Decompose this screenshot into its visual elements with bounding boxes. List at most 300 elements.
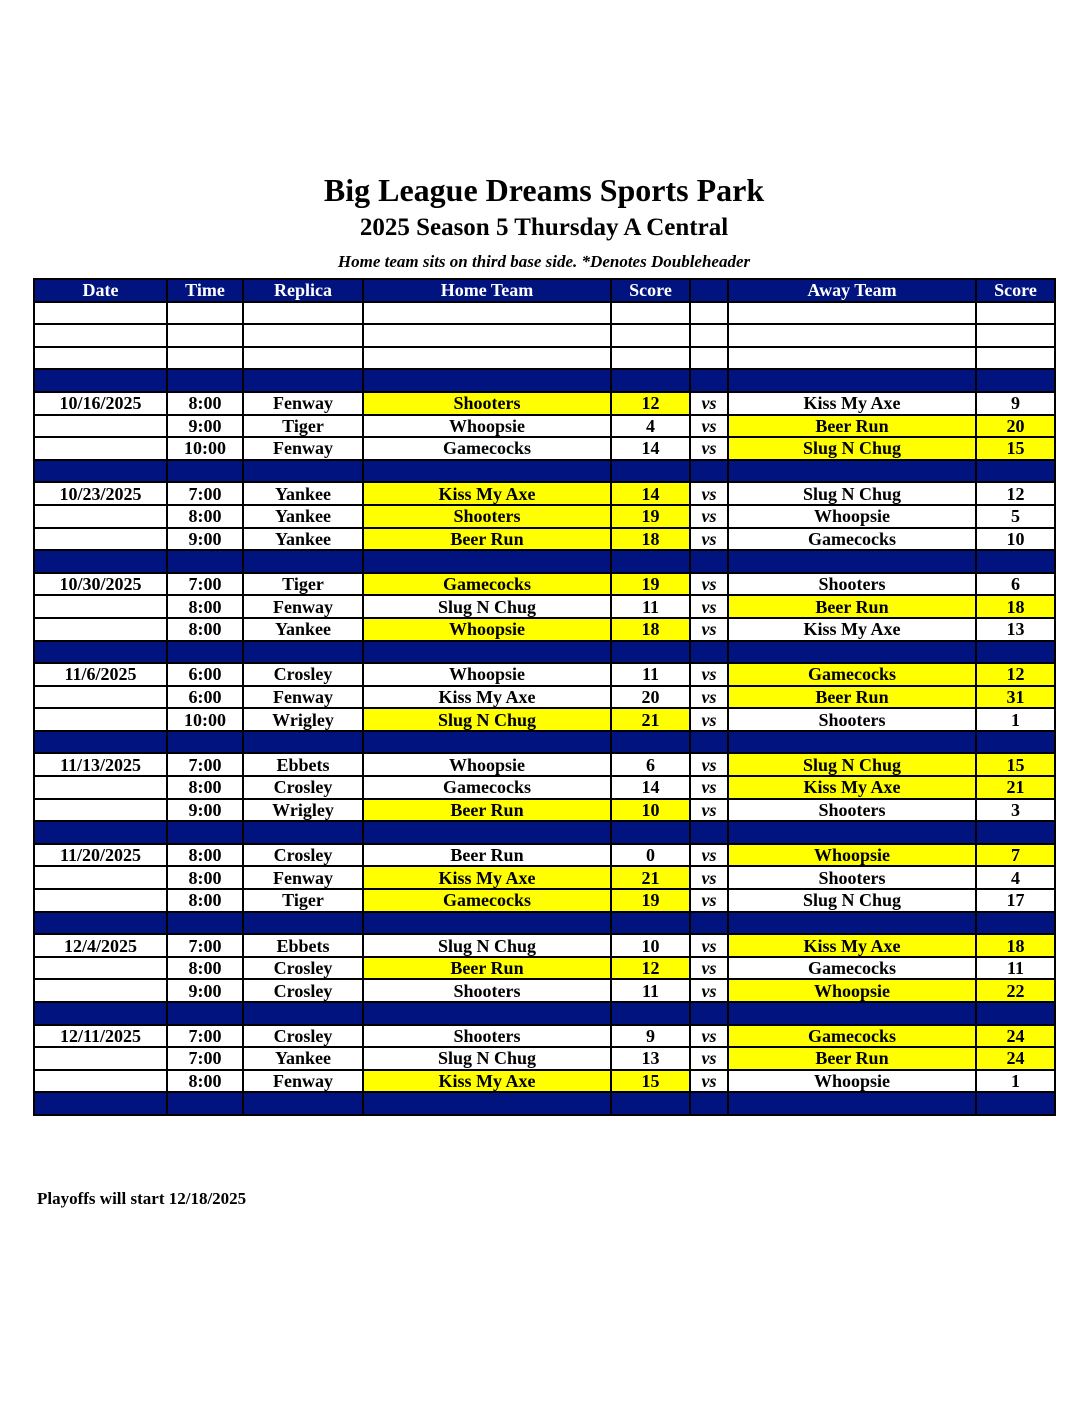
table-row xyxy=(34,957,1055,980)
table-row xyxy=(34,618,1055,641)
away-team-cell: Shooters xyxy=(728,866,976,889)
away-team-cell xyxy=(728,1092,976,1115)
date-cell xyxy=(34,821,167,844)
home-team-cell: Beer Run xyxy=(363,844,611,867)
away-score-cell: 15 xyxy=(976,753,1055,776)
away-score-cell: 18 xyxy=(976,595,1055,618)
replica-cell xyxy=(243,347,363,370)
away-team-cell: Gamecocks xyxy=(728,1025,976,1048)
home-team-cell: Shooters xyxy=(363,505,611,528)
replica-cell: Crosley xyxy=(243,663,363,686)
time-cell: 9:00 xyxy=(167,799,243,822)
vs-cell: vs xyxy=(690,1070,728,1093)
away-score-cell: 3 xyxy=(976,799,1055,822)
date-cell xyxy=(34,889,167,912)
replica-cell xyxy=(243,460,363,483)
table-row xyxy=(34,482,1055,505)
table-row xyxy=(34,799,1055,822)
replica-cell: Wrigley xyxy=(243,708,363,731)
away-score-cell: 1 xyxy=(976,708,1055,731)
home-team-cell: Beer Run xyxy=(363,528,611,551)
table-row xyxy=(34,595,1055,618)
home-team-cell: Gamecocks xyxy=(363,573,611,596)
vs-cell xyxy=(690,1002,728,1025)
separator-row xyxy=(34,821,1055,844)
date-cell xyxy=(34,595,167,618)
home-team-cell: Beer Run xyxy=(363,957,611,980)
time-cell xyxy=(167,302,243,325)
time-cell xyxy=(167,1092,243,1115)
away-team-cell xyxy=(728,1002,976,1025)
away-score-cell: 1 xyxy=(976,1070,1055,1093)
away-team-cell: Whoopsie xyxy=(728,844,976,867)
vs-cell: vs xyxy=(690,957,728,980)
date-cell xyxy=(34,641,167,664)
away-score-cell xyxy=(976,347,1055,370)
date-cell: 10/16/2025 xyxy=(34,392,167,415)
home-team-cell: Whoopsie xyxy=(363,753,611,776)
date-cell xyxy=(34,618,167,641)
vs-cell xyxy=(690,369,728,392)
home-score-cell: 11 xyxy=(611,979,690,1002)
replica-cell xyxy=(243,1092,363,1115)
home-team-cell: Shooters xyxy=(363,392,611,415)
time-cell xyxy=(167,347,243,370)
home-score-cell xyxy=(611,1002,690,1025)
time-cell: 9:00 xyxy=(167,528,243,551)
home-team-cell xyxy=(363,731,611,754)
away-team-cell: Beer Run xyxy=(728,686,976,709)
time-cell: 8:00 xyxy=(167,392,243,415)
home-score-cell xyxy=(611,369,690,392)
date-cell: 12/4/2025 xyxy=(34,934,167,957)
time-cell: 10:00 xyxy=(167,437,243,460)
away-score-cell: 21 xyxy=(976,776,1055,799)
home-team-cell xyxy=(363,347,611,370)
home-score-cell: 21 xyxy=(611,866,690,889)
home-score-cell xyxy=(611,460,690,483)
date-cell xyxy=(34,912,167,935)
vs-cell: vs xyxy=(690,708,728,731)
col-header-vs xyxy=(690,279,728,302)
away-score-cell: 12 xyxy=(976,482,1055,505)
replica-cell: Crosley xyxy=(243,1025,363,1048)
time-cell: 10:00 xyxy=(167,708,243,731)
away-team-cell xyxy=(728,347,976,370)
table-row xyxy=(34,663,1055,686)
table-row xyxy=(34,1047,1055,1070)
home-score-cell: 14 xyxy=(611,437,690,460)
date-cell xyxy=(34,731,167,754)
replica-cell xyxy=(243,641,363,664)
time-cell: 8:00 xyxy=(167,866,243,889)
away-team-cell: Slug N Chug xyxy=(728,889,976,912)
home-score-cell: 18 xyxy=(611,618,690,641)
home-team-cell xyxy=(363,1002,611,1025)
home-team-cell xyxy=(363,550,611,573)
time-cell xyxy=(167,1002,243,1025)
table-row xyxy=(34,979,1055,1002)
vs-cell: vs xyxy=(690,595,728,618)
vs-cell: vs xyxy=(690,1047,728,1070)
home-score-cell: 15 xyxy=(611,1070,690,1093)
replica-cell: Fenway xyxy=(243,1070,363,1093)
home-team-cell: Beer Run xyxy=(363,799,611,822)
away-score-cell xyxy=(976,731,1055,754)
away-score-cell: 4 xyxy=(976,866,1055,889)
away-score-cell: 13 xyxy=(976,618,1055,641)
replica-cell: Ebbets xyxy=(243,934,363,957)
col-header-away-team: Away Team xyxy=(728,279,976,302)
away-score-cell: 11 xyxy=(976,957,1055,980)
vs-cell: vs xyxy=(690,528,728,551)
vs-cell: vs xyxy=(690,844,728,867)
date-cell xyxy=(34,1002,167,1025)
time-cell: 6:00 xyxy=(167,663,243,686)
vs-cell: vs xyxy=(690,663,728,686)
separator-row xyxy=(34,1092,1055,1115)
home-team-cell: Slug N Chug xyxy=(363,708,611,731)
table-row xyxy=(34,889,1055,912)
home-team-cell: Shooters xyxy=(363,979,611,1002)
home-score-cell: 10 xyxy=(611,934,690,957)
time-cell: 8:00 xyxy=(167,618,243,641)
away-score-cell: 7 xyxy=(976,844,1055,867)
away-score-cell xyxy=(976,1002,1055,1025)
home-score-cell xyxy=(611,347,690,370)
away-team-cell: Gamecocks xyxy=(728,663,976,686)
time-cell xyxy=(167,550,243,573)
schedule-table xyxy=(33,278,1056,1116)
away-team-cell: Whoopsie xyxy=(728,1070,976,1093)
time-cell: 8:00 xyxy=(167,1070,243,1093)
vs-cell xyxy=(690,550,728,573)
home-score-cell: 11 xyxy=(611,663,690,686)
home-team-cell: Gamecocks xyxy=(363,437,611,460)
blank-row xyxy=(34,302,1055,325)
vs-cell: vs xyxy=(690,437,728,460)
away-score-cell xyxy=(976,550,1055,573)
home-score-cell xyxy=(611,731,690,754)
time-cell xyxy=(167,324,243,347)
table-row xyxy=(34,1070,1055,1093)
home-team-cell: Whoopsie xyxy=(363,663,611,686)
date-cell: 10/30/2025 xyxy=(34,573,167,596)
replica-cell: Yankee xyxy=(243,505,363,528)
away-score-cell xyxy=(976,460,1055,483)
home-team-cell xyxy=(363,912,611,935)
replica-cell: Yankee xyxy=(243,482,363,505)
page-title: Big League Dreams Sports Park xyxy=(323,172,765,208)
away-score-cell: 12 xyxy=(976,663,1055,686)
table-row xyxy=(34,844,1055,867)
vs-cell: vs xyxy=(690,573,728,596)
home-score-cell: 6 xyxy=(611,753,690,776)
date-cell xyxy=(34,347,167,370)
vs-cell xyxy=(690,821,728,844)
replica-cell xyxy=(243,369,363,392)
time-cell xyxy=(167,460,243,483)
time-cell: 6:00 xyxy=(167,686,243,709)
date-cell xyxy=(34,460,167,483)
col-header-replica: Replica xyxy=(243,279,363,302)
playoffs-note: Playoffs will start 12/18/2025 xyxy=(37,1189,247,1208)
home-score-cell xyxy=(611,550,690,573)
away-score-cell: 17 xyxy=(976,889,1055,912)
away-team-cell xyxy=(728,912,976,935)
vs-cell: vs xyxy=(690,686,728,709)
vs-cell: vs xyxy=(690,505,728,528)
time-cell: 8:00 xyxy=(167,776,243,799)
time-cell xyxy=(167,821,243,844)
schedule-note: Home team sits on third base side. *Denotes Doubleheader xyxy=(337,252,751,271)
replica-cell: Tiger xyxy=(243,573,363,596)
away-score-cell: 10 xyxy=(976,528,1055,551)
away-team-cell xyxy=(728,460,976,483)
home-team-cell: Kiss My Axe xyxy=(363,482,611,505)
date-cell xyxy=(34,437,167,460)
home-score-cell: 9 xyxy=(611,1025,690,1048)
vs-cell: vs xyxy=(690,799,728,822)
replica-cell: Fenway xyxy=(243,866,363,889)
replica-cell: Crosley xyxy=(243,979,363,1002)
replica-cell: Tiger xyxy=(243,889,363,912)
replica-cell: Wrigley xyxy=(243,799,363,822)
away-team-cell: Whoopsie xyxy=(728,505,976,528)
table-row xyxy=(34,528,1055,551)
away-team-cell xyxy=(728,369,976,392)
date-cell xyxy=(34,776,167,799)
table-row xyxy=(34,934,1055,957)
vs-cell xyxy=(690,302,728,325)
replica-cell: Yankee xyxy=(243,528,363,551)
date-cell xyxy=(34,550,167,573)
separator-row xyxy=(34,460,1055,483)
away-team-cell: Slug N Chug xyxy=(728,482,976,505)
table-row xyxy=(34,686,1055,709)
separator-row xyxy=(34,369,1055,392)
vs-cell xyxy=(690,324,728,347)
time-cell: 7:00 xyxy=(167,482,243,505)
vs-cell: vs xyxy=(690,889,728,912)
home-score-cell: 10 xyxy=(611,799,690,822)
replica-cell: Crosley xyxy=(243,776,363,799)
date-cell xyxy=(34,866,167,889)
date-cell xyxy=(34,799,167,822)
page-subtitle: 2025 Season 5 Thursday A Central xyxy=(359,214,729,241)
home-team-cell xyxy=(363,324,611,347)
home-score-cell: 19 xyxy=(611,889,690,912)
col-header-date: Date xyxy=(34,279,167,302)
vs-cell xyxy=(690,731,728,754)
time-cell xyxy=(167,369,243,392)
date-cell xyxy=(34,505,167,528)
home-score-cell: 12 xyxy=(611,392,690,415)
away-score-cell xyxy=(976,302,1055,325)
vs-cell: vs xyxy=(690,618,728,641)
home-team-cell: Slug N Chug xyxy=(363,1047,611,1070)
time-cell: 7:00 xyxy=(167,1047,243,1070)
date-cell xyxy=(34,415,167,438)
home-score-cell: 14 xyxy=(611,482,690,505)
replica-cell xyxy=(243,821,363,844)
date-cell xyxy=(34,708,167,731)
date-cell xyxy=(34,369,167,392)
away-score-cell: 18 xyxy=(976,934,1055,957)
away-score-cell xyxy=(976,1092,1055,1115)
home-score-cell: 13 xyxy=(611,1047,690,1070)
table-row xyxy=(34,753,1055,776)
time-cell: 8:00 xyxy=(167,505,243,528)
blank-row xyxy=(34,347,1055,370)
away-score-cell: 24 xyxy=(976,1025,1055,1048)
time-cell: 8:00 xyxy=(167,844,243,867)
home-score-cell xyxy=(611,1092,690,1115)
date-cell xyxy=(34,957,167,980)
replica-cell: Fenway xyxy=(243,437,363,460)
away-team-cell: Kiss My Axe xyxy=(728,618,976,641)
date-cell: 10/23/2025 xyxy=(34,482,167,505)
home-team-cell: Gamecocks xyxy=(363,776,611,799)
date-cell: 11/13/2025 xyxy=(34,753,167,776)
time-cell: 8:00 xyxy=(167,957,243,980)
away-team-cell xyxy=(728,550,976,573)
away-team-cell xyxy=(728,641,976,664)
home-score-cell: 18 xyxy=(611,528,690,551)
away-team-cell: Beer Run xyxy=(728,1047,976,1070)
away-score-cell xyxy=(976,821,1055,844)
away-score-cell xyxy=(976,912,1055,935)
time-cell xyxy=(167,912,243,935)
date-cell: 12/11/2025 xyxy=(34,1025,167,1048)
date-cell xyxy=(34,1047,167,1070)
time-cell: 8:00 xyxy=(167,889,243,912)
time-cell: 8:00 xyxy=(167,595,243,618)
away-team-cell: Shooters xyxy=(728,573,976,596)
away-team-cell: Gamecocks xyxy=(728,528,976,551)
separator-row xyxy=(34,1002,1055,1025)
blank-row xyxy=(34,324,1055,347)
home-team-cell xyxy=(363,1092,611,1115)
home-team-cell xyxy=(363,641,611,664)
away-team-cell xyxy=(728,302,976,325)
time-cell: 7:00 xyxy=(167,1025,243,1048)
home-score-cell: 4 xyxy=(611,415,690,438)
away-team-cell: Slug N Chug xyxy=(728,437,976,460)
table-row xyxy=(34,415,1055,438)
home-score-cell xyxy=(611,641,690,664)
col-header-time: Time xyxy=(167,279,243,302)
replica-cell xyxy=(243,302,363,325)
vs-cell xyxy=(690,912,728,935)
home-score-cell: 12 xyxy=(611,957,690,980)
away-score-cell: 31 xyxy=(976,686,1055,709)
vs-cell xyxy=(690,641,728,664)
away-team-cell xyxy=(728,731,976,754)
date-cell xyxy=(34,686,167,709)
home-score-cell: 14 xyxy=(611,776,690,799)
home-team-cell: Shooters xyxy=(363,1025,611,1048)
date-cell xyxy=(34,324,167,347)
time-cell: 7:00 xyxy=(167,934,243,957)
replica-cell xyxy=(243,912,363,935)
vs-cell: vs xyxy=(690,979,728,1002)
table-row xyxy=(34,1025,1055,1048)
time-cell: 7:00 xyxy=(167,753,243,776)
away-score-cell: 5 xyxy=(976,505,1055,528)
replica-cell: Crosley xyxy=(243,844,363,867)
home-score-cell: 19 xyxy=(611,573,690,596)
vs-cell: vs xyxy=(690,753,728,776)
vs-cell: vs xyxy=(690,415,728,438)
home-team-cell xyxy=(363,369,611,392)
replica-cell: Fenway xyxy=(243,392,363,415)
away-score-cell: 9 xyxy=(976,392,1055,415)
col-header-home-score: Score xyxy=(611,279,690,302)
away-score-cell xyxy=(976,324,1055,347)
home-team-cell xyxy=(363,821,611,844)
away-score-cell: 22 xyxy=(976,979,1055,1002)
vs-cell xyxy=(690,460,728,483)
home-score-cell xyxy=(611,324,690,347)
vs-cell xyxy=(690,347,728,370)
away-team-cell: Kiss My Axe xyxy=(728,776,976,799)
replica-cell xyxy=(243,550,363,573)
home-score-cell: 11 xyxy=(611,595,690,618)
date-cell xyxy=(34,1070,167,1093)
home-score-cell xyxy=(611,821,690,844)
vs-cell: vs xyxy=(690,482,728,505)
table-header-row xyxy=(34,279,1055,302)
home-score-cell: 19 xyxy=(611,505,690,528)
away-team-cell: Beer Run xyxy=(728,595,976,618)
home-team-cell: Kiss My Axe xyxy=(363,866,611,889)
home-team-cell: Kiss My Axe xyxy=(363,686,611,709)
vs-cell: vs xyxy=(690,1025,728,1048)
away-team-cell: Slug N Chug xyxy=(728,753,976,776)
away-score-cell: 6 xyxy=(976,573,1055,596)
time-cell xyxy=(167,641,243,664)
replica-cell: Crosley xyxy=(243,957,363,980)
home-team-cell xyxy=(363,302,611,325)
home-score-cell: 20 xyxy=(611,686,690,709)
table-row xyxy=(34,776,1055,799)
away-score-cell xyxy=(976,641,1055,664)
away-team-cell: Shooters xyxy=(728,799,976,822)
away-team-cell: Whoopsie xyxy=(728,979,976,1002)
time-cell: 7:00 xyxy=(167,573,243,596)
vs-cell: vs xyxy=(690,776,728,799)
table-row xyxy=(34,866,1055,889)
away-team-cell: Shooters xyxy=(728,708,976,731)
replica-cell: Tiger xyxy=(243,415,363,438)
away-team-cell xyxy=(728,324,976,347)
home-score-cell xyxy=(611,912,690,935)
away-team-cell: Gamecocks xyxy=(728,957,976,980)
replica-cell: Yankee xyxy=(243,1047,363,1070)
date-cell: 11/20/2025 xyxy=(34,844,167,867)
date-cell xyxy=(34,528,167,551)
col-header-away-score: Score xyxy=(976,279,1055,302)
replica-cell: Yankee xyxy=(243,618,363,641)
away-team-cell: Beer Run xyxy=(728,415,976,438)
date-cell xyxy=(34,979,167,1002)
vs-cell: vs xyxy=(690,934,728,957)
table-row xyxy=(34,392,1055,415)
time-cell xyxy=(167,731,243,754)
replica-cell xyxy=(243,731,363,754)
table-row xyxy=(34,437,1055,460)
